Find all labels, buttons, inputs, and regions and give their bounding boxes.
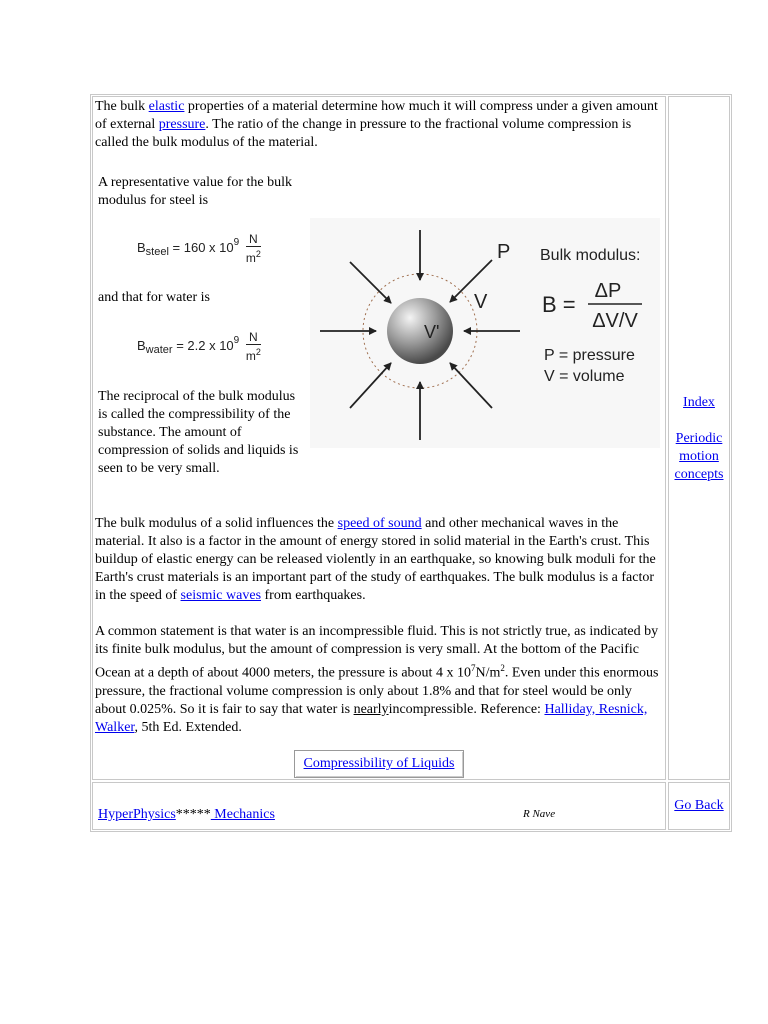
compressed-sphere: [387, 298, 453, 364]
water-equation: $B_{water} = 2.2$ x $10^9$ $\frac{N}{m^2}$: [137, 330, 261, 363]
mechanics-link[interactable]: Mechanics: [210, 807, 275, 822]
water-compressibility-paragraph: A common statement is that water is an incompressible fluid. This is not strictly true, as indicated by its finite bulk modulus, but the amount of compression is very small. At the bottom of the Pacific Ocean at a depth of about 4000 meters, the pressure is about 4 x $10^7N/m^2$. Even under this enormous pressure, the fractional volume compression is only about 1.8% and that for steel would be only about 0.025%. So it is fair to say that water is nearlyincompressible. Reference: Halliday, Resnick, Walker, 5th Ed. Extended.: [95, 624, 659, 735]
pressure-link[interactable]: pressure: [158, 117, 206, 132]
label-P: P: [497, 241, 511, 263]
periodic-motion-link[interactable]: Periodic motion concepts: [674, 431, 724, 482]
intro-paragraph: The bulk elastic properties of a material determine how much it will compress under a given amount of external pressure. The ratio of the change in pressure to the fractional volume compression is called the bulk modulus of the material.: [95, 99, 658, 150]
label-V: V: [474, 291, 488, 313]
index-link[interactable]: Index: [683, 395, 715, 410]
go-back-container: [668, 798, 730, 814]
legend-volume: V = volume: [544, 368, 625, 385]
compressibility-of-liquids-link[interactable]: Compressibility of Liquids: [303, 756, 455, 771]
footer-links: HyperPhysics***** Mechanics: [98, 807, 275, 822]
side-nav: [668, 394, 730, 484]
formula-numerator: ΔP: [594, 280, 622, 302]
nearly-emphasis: nearly: [353, 701, 389, 717]
steel-intro: A representative value for the bulk modulus for steel is: [98, 175, 292, 208]
seismic-waves-link[interactable]: seismic waves: [180, 588, 262, 603]
go-back-link[interactable]: Go Back: [674, 798, 724, 813]
formula-denominator: ΔV/V: [592, 310, 638, 332]
elastic-link[interactable]: elastic: [148, 99, 185, 114]
steel-equation: $B_{steel} = 160$ x $10^9$ $\frac{N}{m^2}$: [137, 232, 261, 265]
compressibility-of-liquids-button[interactable]: [294, 750, 464, 778]
reciprocal-text: The reciprocal of the bulk modulus is called the compressibility of the substance. The amount of compression of solids and liquids is seen to be very small.: [98, 389, 299, 476]
legend-pressure: P = pressure: [544, 347, 635, 364]
label-V-prime: V': [424, 322, 440, 342]
seismic-paragraph: The bulk modulus of a solid influences the speed of sound and other mechanical waves in the material. It also is a factor in the amount of energy stored in solid material in the Earth's crust. This buildup of elastic energy can be released violently in an earthquake, so knowing bulk moduli for the Earth's crust materials is an important part of the study of earthquakes. The bulk modulus is a factor in the speed of seismic waves from earthquakes.: [95, 516, 656, 603]
author-credit: R Nave: [523, 808, 556, 820]
formula-lhs: B =: [542, 292, 576, 317]
speed-of-sound-link[interactable]: speed of sound: [337, 516, 422, 531]
diagram-title: Bulk modulus:: [540, 247, 641, 264]
bulk-modulus-diagram: [310, 218, 660, 448]
water-intro: and that for water is: [98, 290, 210, 305]
hyperphysics-link[interactable]: HyperPhysics: [98, 807, 176, 822]
reference-link[interactable]: Halliday, Resnick, Walker: [95, 701, 648, 735]
